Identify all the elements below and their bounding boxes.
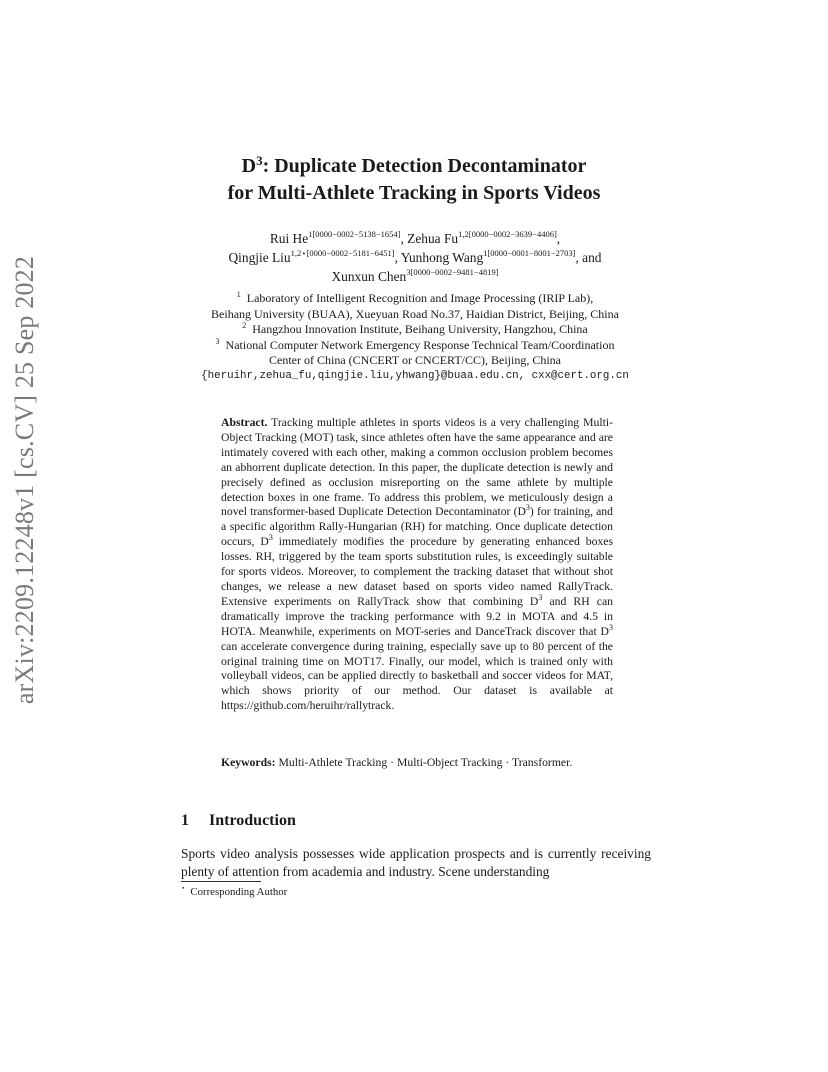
abstract [221,416,613,714]
footnote-text: Corresponding Author [190,886,288,898]
author-name: Yunhong Wang [400,250,484,265]
abstract-superscript: 3 [609,622,613,632]
title-prefix: D [241,155,257,177]
author-name: Xunxun Chen [331,269,407,284]
author-line-3 [150,267,680,286]
author-name: Zehua Fu [407,231,459,246]
title-prefix-superscript: 3 [256,153,263,168]
affiliation-1-line-1 [150,291,680,307]
section-heading [181,812,296,830]
keywords-label: Keywords: [221,756,276,769]
author-list [150,229,680,286]
affiliations [150,291,680,384]
affiliation-2 [150,322,680,338]
keywords-text: Multi-Athlete Tracking · Multi-Object Tracking · Transformer. [275,756,573,769]
abstract-text: and RH can dramatically improve the tracking performance with 9.2 in MOTA and 4.5 in HOTA. Meanwhile, experiments on MOT-series and DanceTrack discover that D [221,594,613,638]
abstract-text: can accelerate convergence during training, especially save up to 80 percent of the original training time on MOT17. Finally, our model, which is trained only with volleyball videos, can be applied directly to basketball and soccer videos for MAT, which shows priority of our method. Our dataset is available at https://github.com/heruihr/rallytrack. [221,639,613,713]
author-separator: , and [575,250,602,265]
author-name: Qingjie Liu [228,250,291,265]
author-orcid: 1,2⋆[0000−0002−5181−6451] [290,248,395,258]
keywords [221,756,613,771]
author-separator: , [394,250,401,265]
footnote [181,885,287,899]
title-line-1-rest: : Duplicate Detection Decontaminator [262,155,587,177]
abstract-text: Tracking multiple athletes in sports videos is a very challenging Multi-Object Tracking (MOT) task, since athletes often have the same appearance and are intimately covered with each other, making a common occlusion problem becomes an abhorrent duplicate detection. In this paper, the duplicate detection is newly and precisely defined as occlusion misreporting on the same athlete by multiple detection boxes in one frame. To address this problem, we meticulously design a novel transformer-based Duplicate Detection Decontaminator (D [221,416,613,519]
abstract-text: immediately modifies the procedure by generating enhanced boxes losses. RH, triggered by the team sports substitution rules, is exceedingly suitable for sports videos. Moreover, to complement the tracking dataset that without shot changes, we release a new dataset based on sports video named RallyTrack. Extensive experiments on RallyTrack show that combining D [221,535,613,608]
author-line-2 [150,248,680,267]
affiliation-text: Hangzhou Innovation Institute, Beihang University, Hangzhou, China [252,322,588,336]
abstract-label: Abstract. [221,416,268,429]
abstract-superscript: 3 [268,533,273,543]
author-orcid: 1[0000−0001−8001−2703] [483,248,576,258]
affiliation-marker: 1 [236,290,241,299]
abstract-superscript: 3 [525,503,530,513]
author-line-1 [150,229,680,248]
affiliation-marker: 2 [242,321,247,330]
affiliation-1-line-2: Beihang University (BUAA), Xueyuan Road No.37, Haidian District, Beijing, China [211,306,619,321]
paper-title [0,153,828,207]
author-name: Rui He [269,231,309,246]
affiliation-text: Laboratory of Intelligent Recognition and Image Processing (IRIP Lab), [246,291,594,305]
author-orcid: 1,2[0000−0002−3639−4406] [458,229,557,239]
affiliation-3-line-1 [150,338,680,354]
affiliation-text: National Computer Network Emergency Response Technical Team/Coordination [225,337,615,352]
title-line-1 [0,153,828,180]
footnote-marker: ⋆ [181,884,186,892]
footnote-rule [181,881,261,882]
abstract-superscript: 3 [538,592,543,602]
author-orcid: 3[0000−0002−9481−4819] [406,267,499,277]
title-line-2: for Multi-Athlete Tracking in Sports Videos [227,182,601,204]
author-orcid: 1[0000−0002−5138−1654] [308,229,401,239]
author-separator: , [556,231,561,246]
section-number: 1 [181,812,189,829]
author-separator: , [400,231,408,246]
affiliation-marker: 3 [215,336,220,346]
section-title: Introduction [209,812,296,829]
arxiv-stamp: arXiv:2209.12248v1 [cs.CV] 25 Sep 2022 [10,255,39,705]
abstract-text: ) for training, and a specific algorithm Rally-Hungarian (RH) for matching. Once duplicate detection occurs, D [221,505,613,549]
author-emails: {heruihr,zehua_fu,qingjie.liu,yhwang}@buaa.edu.cn, cxx@cert.org.cn [201,369,629,382]
affiliation-3-line-2: Center of China (CNCERT or CNCERT/CC), Beijing, China [269,353,561,367]
intro-paragraph: Sports video analysis possesses wide application prospects and is currently receiving plenty of attention from academia and industry. Scene understanding [181,846,651,879]
